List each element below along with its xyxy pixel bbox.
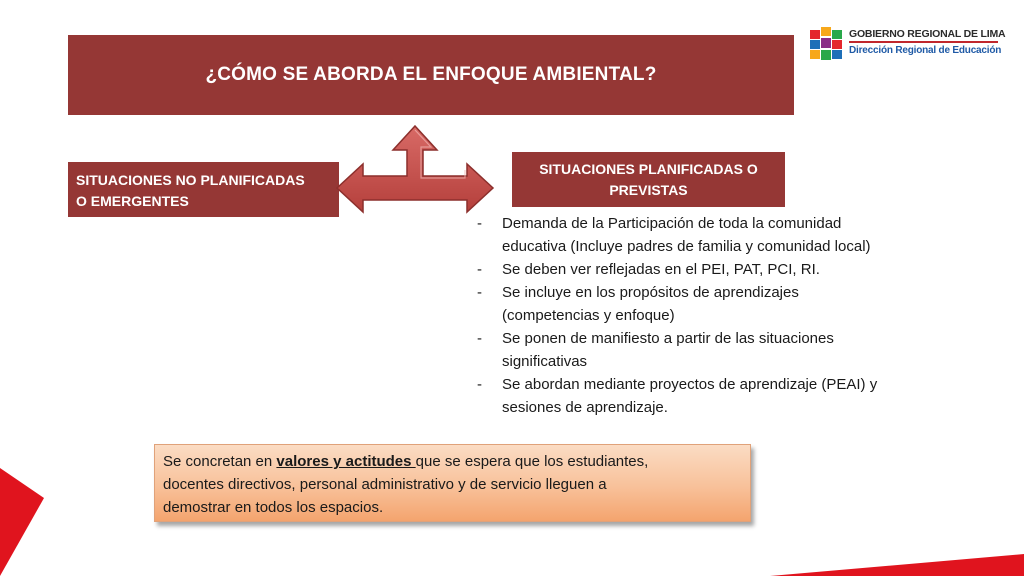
decorative-red-corner-left (0, 468, 48, 576)
list-item-line: significativas (502, 353, 588, 370)
note-line-2: docentes directivos, personal administrativo y de servicio lleguen a (163, 476, 607, 493)
gobierno-regional-logo (808, 26, 1006, 66)
list-item-line: Se abordan mediante proyectos de aprendizaje (PEAI) y (502, 376, 878, 393)
list-item-line: Se incluye en los propósitos de aprendizajes (502, 284, 799, 301)
list-item (476, 212, 956, 258)
bullet-marker: - (477, 330, 482, 347)
unplanned-situations-box (68, 162, 339, 217)
list-item (476, 327, 956, 373)
list-item-line: Se ponen de manifiesto a partir de las situaciones (502, 330, 834, 347)
note-line-3: demostrar en todos los espacios. (163, 499, 384, 516)
logo-mosaic-icon (808, 26, 844, 62)
bullet-marker: - (477, 261, 482, 278)
list-item-line: sesiones de aprendizaje. (502, 399, 668, 416)
list-item (476, 373, 956, 419)
note-suffix: que se espera que los estudiantes, (415, 453, 649, 470)
note-emphasis: valores y actitudes (276, 453, 416, 470)
note-line-1 (163, 450, 742, 473)
unplanned-line-1: SITUACIONES NO PLANIFICADAS (76, 172, 305, 188)
bullet-marker: - (477, 284, 482, 301)
logo-line-2: Dirección Regional de Educación (849, 45, 1002, 56)
planned-line-1: SITUACIONES PLANIFICADAS O (539, 160, 758, 177)
planned-situations-box (512, 152, 785, 207)
values-attitudes-note (154, 444, 751, 522)
list-item-line: Se deben ver reflejadas en el PEI, PAT, PCI, RI. (502, 261, 820, 278)
slide-title-text: ¿CÓMO SE ABORDA EL ENFOQUE AMBIENTAL? (205, 64, 657, 85)
list-item (476, 258, 956, 281)
list-item-line: educativa (Incluye padres de familia y comunidad local) (502, 238, 871, 255)
note-prefix: Se concretan en (163, 453, 277, 470)
list-item (476, 281, 956, 327)
unplanned-line-2: O EMERGENTES (76, 193, 189, 209)
decorative-red-stripe-right (770, 540, 1024, 576)
bullet-marker: - (477, 215, 482, 232)
logo-line-1: GOBIERNO REGIONAL DE LIMA (849, 28, 998, 43)
slide-title (68, 35, 794, 115)
planned-line-2: PREVISTAS (609, 181, 688, 198)
list-item-line: Demanda de la Participación de toda la comunidad (502, 215, 842, 232)
list-item-line: (competencias y enfoque) (502, 307, 675, 324)
bullet-marker: - (477, 376, 482, 393)
planned-characteristics-list (476, 212, 956, 419)
three-way-arrow-icon (335, 124, 495, 224)
